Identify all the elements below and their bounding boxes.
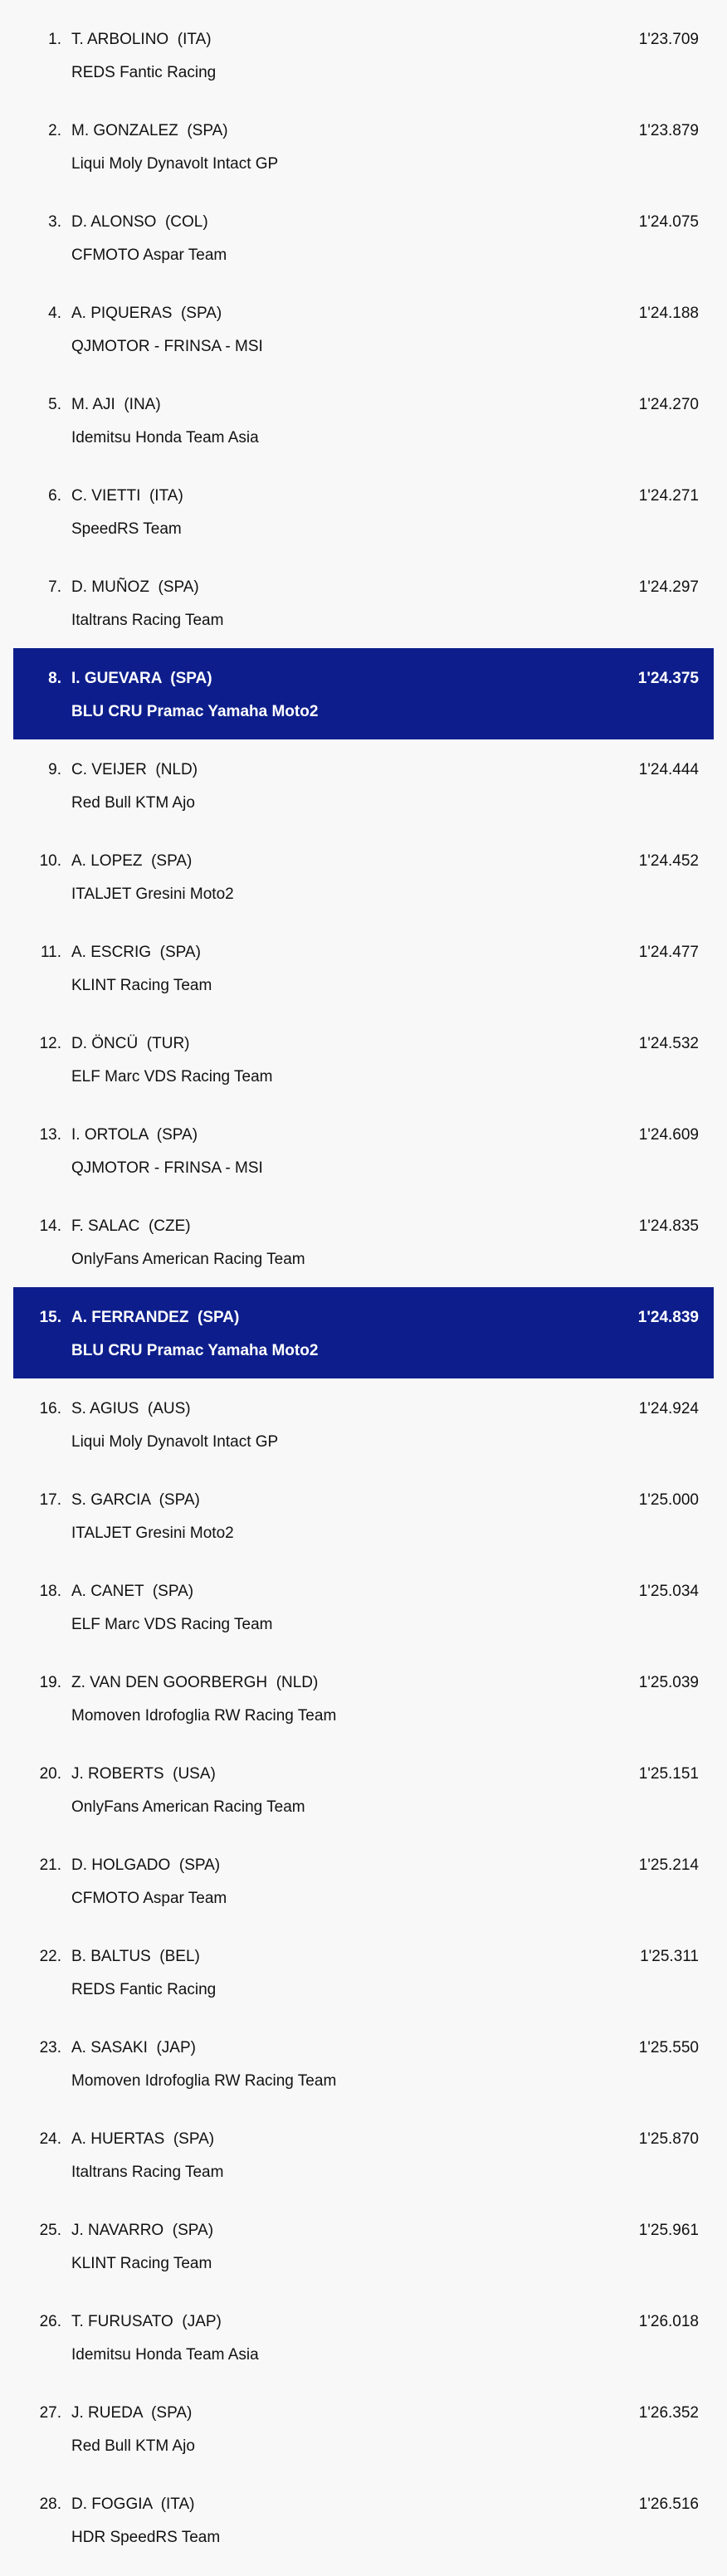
rider: A. LOPEZ: [71, 852, 143, 870]
result-row[interactable]: [13, 1926, 714, 2017]
team-name: SpeedRS Team: [71, 520, 182, 538]
rider: T. FURUSATO: [71, 2313, 173, 2330]
position: 10.: [39, 852, 61, 870]
rider: I. ORTOLA: [71, 1126, 149, 1144]
rider: I. GUEVARA: [71, 670, 162, 687]
rider-name: [71, 2404, 192, 2422]
nationality: (SPA): [187, 122, 228, 139]
position: 25.: [39, 2222, 61, 2239]
team-name: Idemitsu Honda Team Asia: [71, 2346, 259, 2364]
rider: A. SASAKI: [71, 2039, 148, 2056]
rider: T. ARBOLINO: [71, 31, 169, 48]
lap-time: 1'25.039: [638, 1674, 699, 1691]
rider: B. BALTUS: [71, 1948, 151, 1965]
nationality: (ITA): [160, 2496, 195, 2513]
result-row[interactable]: [13, 466, 714, 557]
rider: D. FOGGIA: [71, 2496, 153, 2513]
nationality: (SPA): [180, 305, 222, 322]
result-row[interactable]: [13, 2200, 714, 2291]
result-row[interactable]: [13, 2383, 714, 2474]
position: 20.: [39, 1765, 61, 1783]
nationality: (SPA): [152, 1583, 194, 1600]
rider: D. ALONSO: [71, 213, 157, 231]
rider-name: [71, 852, 192, 871]
lap-time: 1'25.000: [638, 1491, 699, 1509]
result-row[interactable]: [13, 2109, 714, 2200]
lap-time: 1'26.018: [638, 2313, 699, 2330]
position: 19.: [39, 1674, 61, 1691]
position: 13.: [39, 1126, 61, 1144]
rider: A. HUERTAS: [71, 2130, 165, 2148]
team-name: KLINT Racing Team: [71, 2255, 212, 2272]
position: 28.: [39, 2496, 61, 2513]
result-row[interactable]: [13, 1196, 714, 1287]
nationality: (JAP): [156, 2039, 196, 2056]
lap-time: 1'24.839: [637, 1309, 699, 1326]
rider-name: [71, 1126, 198, 1144]
rider-name: [71, 2496, 195, 2514]
team-name: REDS Fantic Racing: [71, 64, 217, 81]
result-row[interactable]: [13, 1378, 714, 1470]
result-row[interactable]: [13, 1470, 714, 1561]
position: 23.: [39, 2039, 61, 2056]
rider-name: [71, 122, 228, 140]
position: 2.: [48, 122, 61, 139]
nationality: (COL): [164, 213, 208, 231]
result-row[interactable]: [13, 1652, 714, 1744]
rider-name: [71, 396, 161, 414]
nationality: (TUR): [146, 1035, 190, 1052]
result-row[interactable]: [13, 100, 714, 192]
position: 21.: [39, 1856, 61, 1874]
position: 1.: [48, 31, 61, 48]
result-row[interactable]: [13, 9, 714, 100]
position: 7.: [48, 578, 61, 596]
nationality: (SPA): [159, 944, 201, 961]
nationality: (INA): [124, 396, 161, 413]
rider-name: [71, 1400, 191, 1418]
position: 5.: [48, 396, 61, 413]
team-name: Momoven Idrofoglia RW Racing Team: [71, 2072, 337, 2090]
team-name: ELF Marc VDS Racing Team: [71, 1616, 273, 1633]
rider-name: [71, 1856, 220, 1875]
position: 12.: [39, 1035, 61, 1052]
position: 3.: [48, 213, 61, 231]
position: 22.: [39, 1948, 61, 1965]
lap-time: 1'24.444: [638, 761, 699, 778]
result-row[interactable]: [13, 831, 714, 922]
lap-time: 1'24.609: [638, 1126, 699, 1144]
lap-time: 1'24.188: [638, 305, 699, 322]
nationality: (USA): [173, 1765, 216, 1783]
results-list: [13, 9, 714, 2565]
rider-name: [71, 2313, 222, 2331]
rider-name: [71, 1217, 191, 1236]
team-name: REDS Fantic Racing: [71, 1981, 217, 1998]
lap-time: 1'24.924: [638, 1400, 699, 1417]
rider-name: [71, 2039, 196, 2057]
lap-time: 1'24.532: [638, 1035, 699, 1052]
team-name: KLINT Racing Team: [71, 977, 212, 994]
lap-time: 1'25.214: [638, 1856, 699, 1874]
rider-name: [71, 487, 183, 505]
position: 11.: [40, 944, 61, 961]
result-row[interactable]: [13, 1105, 714, 1196]
lap-time: 1'24.075: [638, 213, 699, 231]
team-name: HDR SpeedRS Team: [71, 2529, 221, 2546]
rider: A. ESCRIG: [71, 944, 152, 961]
team-name: Liqui Moly Dynavolt Intact GP: [71, 155, 279, 173]
rider-name: [71, 1309, 239, 1327]
result-row[interactable]: [13, 1835, 714, 1926]
nationality: (JAP): [182, 2313, 222, 2330]
rider-name: [71, 1583, 193, 1601]
rider: D. ÖNCÜ: [71, 1035, 139, 1052]
rider-name: [71, 1948, 200, 1966]
rider: M. GONZALEZ: [71, 122, 178, 139]
lap-time: 1'24.375: [637, 670, 699, 687]
position: 26.: [39, 2313, 61, 2330]
result-row[interactable]: [13, 2017, 714, 2109]
rider: S. GARCIA: [71, 1491, 151, 1509]
lap-time: 1'23.709: [638, 31, 699, 48]
rider-name: [71, 1674, 318, 1692]
team-name: Momoven Idrofoglia RW Racing Team: [71, 1707, 337, 1725]
result-row[interactable]: [13, 739, 714, 831]
lap-time: 1'23.879: [638, 122, 699, 139]
rider: M. AJI: [71, 396, 115, 413]
rider: J. RUEDA: [71, 2404, 143, 2422]
team-name: Italtrans Racing Team: [71, 2164, 224, 2181]
position: 6.: [48, 487, 61, 505]
lap-time: 1'24.297: [638, 578, 699, 596]
result-row-highlighted[interactable]: [13, 1287, 714, 1378]
nationality: (SPA): [158, 578, 199, 596]
rider: D. MUÑOZ: [71, 578, 149, 596]
result-row[interactable]: [13, 557, 714, 648]
team-name: ITALJET Gresini Moto2: [71, 886, 234, 903]
position: 14.: [39, 1217, 61, 1235]
lap-time: 1'25.034: [638, 1583, 699, 1600]
rider-name: [71, 31, 212, 49]
rider-name: [71, 578, 199, 597]
nationality: (AUS): [147, 1400, 191, 1417]
nationality: (SPA): [159, 1491, 200, 1509]
rider: A. CANET: [71, 1583, 144, 1600]
rider-name: [71, 2222, 213, 2240]
nationality: (CZE): [148, 1217, 191, 1235]
team-name: BLU CRU Pramac Yamaha Moto2: [71, 703, 319, 720]
result-row[interactable]: [13, 283, 714, 374]
nationality: (SPA): [151, 2404, 193, 2422]
result-row[interactable]: [13, 1561, 714, 1652]
lap-time: 1'24.835: [638, 1217, 699, 1235]
result-row[interactable]: [13, 2291, 714, 2383]
lap-time: 1'25.961: [638, 2222, 699, 2239]
rider: C. VEIJER: [71, 761, 147, 778]
nationality: (SPA): [156, 1126, 198, 1144]
nationality: (BEL): [159, 1948, 200, 1965]
rider: J. ROBERTS: [71, 1765, 164, 1783]
team-name: CFMOTO Aspar Team: [71, 1890, 227, 1907]
nationality: (SPA): [170, 670, 212, 687]
lap-time: 1'25.550: [638, 2039, 699, 2056]
lap-time: 1'24.270: [638, 396, 699, 413]
rider: J. NAVARRO: [71, 2222, 164, 2239]
rider-name: [71, 1035, 190, 1053]
result-row[interactable]: [13, 922, 714, 1013]
team-name: OnlyFans American Racing Team: [71, 1251, 305, 1268]
team-name: CFMOTO Aspar Team: [71, 246, 227, 264]
result-row[interactable]: [13, 374, 714, 466]
result-row[interactable]: [13, 192, 714, 283]
position: 17.: [39, 1491, 61, 1509]
team-name: ITALJET Gresini Moto2: [71, 1525, 234, 1542]
team-name: Liqui Moly Dynavolt Intact GP: [71, 1433, 279, 1451]
rider-name: [71, 305, 222, 323]
lap-time: 1'25.151: [638, 1765, 699, 1783]
rider: A. PIQUERAS: [71, 305, 173, 322]
position: 24.: [39, 2130, 61, 2148]
rider: Z. VAN DEN GOORBERGH: [71, 1674, 268, 1691]
nationality: (ITA): [149, 487, 183, 505]
result-row[interactable]: [13, 2474, 714, 2565]
lap-time: 1'24.477: [638, 944, 699, 961]
rider-name: [71, 761, 198, 779]
rider-name: [71, 2130, 214, 2149]
team-name: OnlyFans American Racing Team: [71, 1798, 305, 1816]
result-row[interactable]: [13, 1744, 714, 1835]
lap-time: 1'25.870: [638, 2130, 699, 2148]
result-row-highlighted[interactable]: [13, 648, 714, 739]
rider-name: [71, 1491, 200, 1510]
team-name: ELF Marc VDS Racing Team: [71, 1068, 273, 1086]
nationality: (SPA): [172, 2222, 214, 2239]
rider-name: [71, 944, 201, 962]
rider: A. FERRANDEZ: [71, 1309, 189, 1326]
nationality: (NLD): [276, 1674, 319, 1691]
position: 16.: [39, 1400, 61, 1417]
nationality: (NLD): [155, 761, 198, 778]
lap-time: 1'25.311: [640, 1948, 699, 1965]
position: 18.: [39, 1583, 61, 1600]
rider-name: [71, 670, 212, 688]
rider: S. AGIUS: [71, 1400, 139, 1417]
position: 4.: [48, 305, 61, 322]
nationality: (ITA): [177, 31, 212, 48]
position: 27.: [39, 2404, 61, 2422]
team-name: QJMOTOR - FRINSA - MSI: [71, 338, 263, 355]
team-name: BLU CRU Pramac Yamaha Moto2: [71, 1342, 319, 1359]
rider-name: [71, 213, 208, 232]
team-name: QJMOTOR - FRINSA - MSI: [71, 1159, 263, 1177]
rider: C. VIETTI: [71, 487, 141, 505]
nationality: (SPA): [178, 1856, 221, 1874]
lap-time: 1'24.271: [638, 487, 699, 505]
position: 9.: [48, 761, 61, 778]
rider: F. SALAC: [71, 1217, 140, 1235]
lap-time: 1'26.352: [638, 2404, 699, 2422]
nationality: (SPA): [151, 852, 193, 870]
rider-name: [71, 1765, 216, 1783]
position: 15.: [39, 1309, 61, 1326]
nationality: (SPA): [173, 2130, 215, 2148]
nationality: (SPA): [198, 1309, 240, 1326]
rider: D. HOLGADO: [71, 1856, 171, 1874]
position: 8.: [48, 670, 61, 687]
team-name: Red Bull KTM Ajo: [71, 794, 195, 812]
team-name: Idemitsu Honda Team Asia: [71, 429, 259, 446]
result-row[interactable]: [13, 1013, 714, 1105]
lap-time: 1'26.516: [638, 2496, 699, 2513]
team-name: Italtrans Racing Team: [71, 612, 224, 629]
lap-time: 1'24.452: [638, 852, 699, 870]
team-name: Red Bull KTM Ajo: [71, 2437, 195, 2455]
